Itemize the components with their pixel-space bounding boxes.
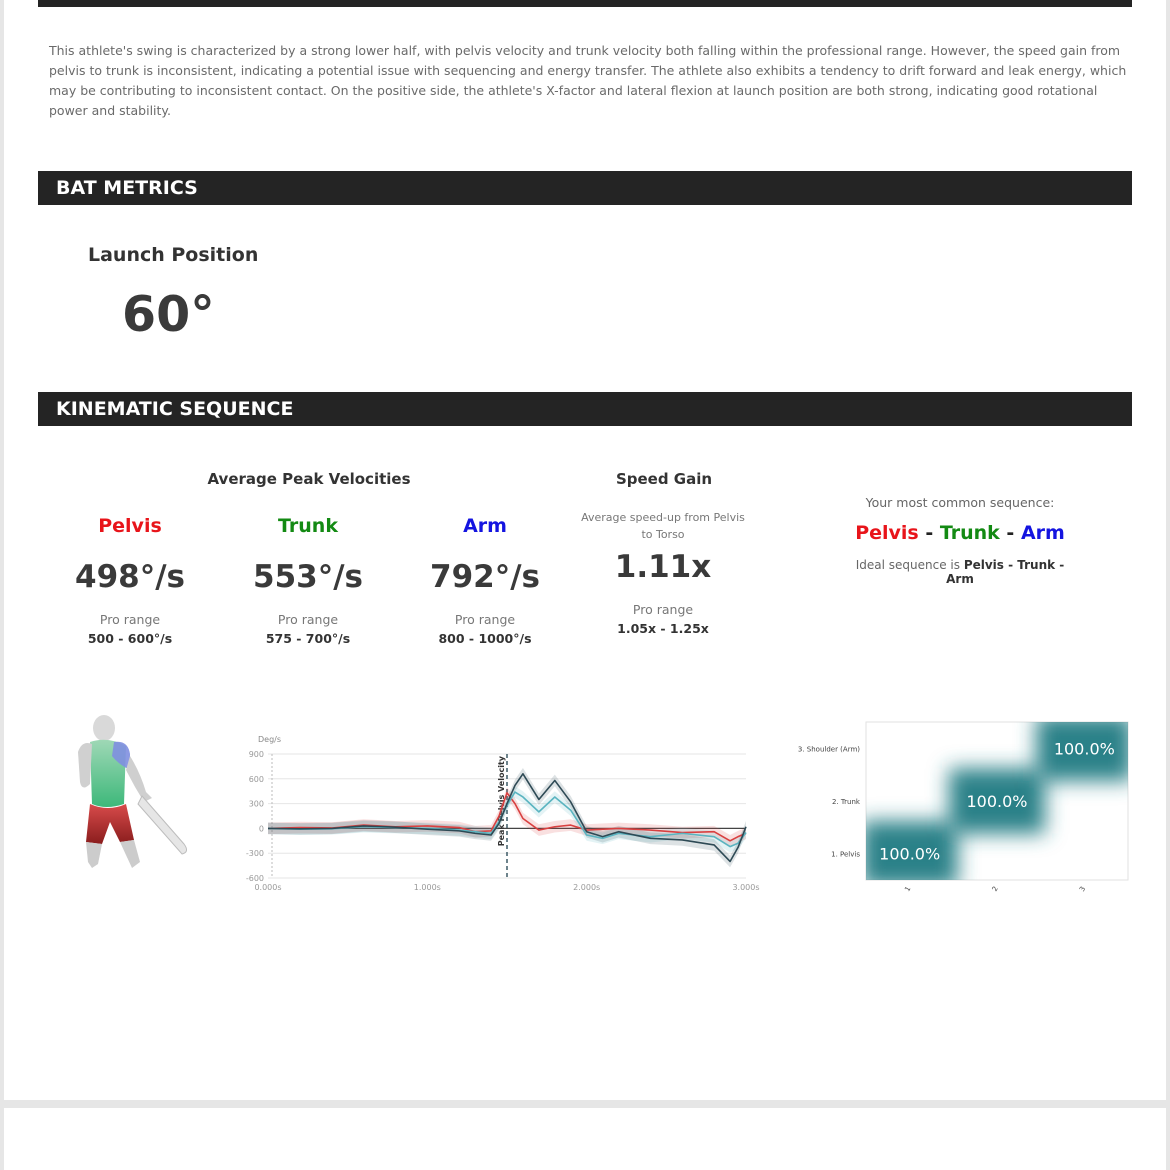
report-page [4, 0, 1166, 1100]
pelvis-label: Pelvis [98, 515, 162, 537]
kinematic-sequence-title: KINEMATIC SEQUENCE [56, 398, 294, 420]
bat-metrics-title: BAT METRICS [56, 177, 198, 199]
arm-velocity-value: 792°/s [430, 559, 540, 595]
sequence-item-pelvis: Pelvis [855, 522, 919, 544]
sequence-item-trunk: Trunk [939, 522, 1000, 544]
top-section-bar [38, 0, 1132, 7]
pelvis-column [50, 515, 210, 646]
speed-gain-column [578, 509, 748, 636]
speed-gain-description: Average speed-up from Pelvis to Torso [581, 511, 745, 541]
next-page [4, 1108, 1166, 1170]
sequence-item-arm: Arm [1020, 522, 1065, 544]
left-leg-shape [86, 842, 102, 868]
trunk-pro-label: Pro range [277, 612, 339, 627]
x-tick-label: 3.000s [732, 883, 760, 892]
y-tick-label: -600 [245, 874, 264, 883]
y-axis-label: Deg/s [258, 735, 282, 744]
head-shape [93, 715, 115, 741]
bat-shape [138, 796, 187, 854]
launch-position-label: Launch Position [88, 244, 259, 266]
ideal-sequence-text [840, 558, 1080, 586]
peak-marker-label: Peak Pelvis Velocity [497, 756, 506, 847]
athlete-figure [68, 712, 200, 872]
y-tick-label: 300 [248, 799, 264, 809]
speed-gain-title: Speed Gain [615, 470, 713, 488]
heatmap-x-label: 3 [1078, 885, 1088, 893]
trunk-label: Trunk [278, 515, 338, 537]
pelvis-pro-label: Pro range [99, 612, 161, 627]
ideal-sequence-prefix: Ideal sequence is [855, 558, 960, 572]
common-sequence-value [840, 522, 1080, 544]
sequence-separator: - [1006, 522, 1015, 544]
common-sequence-block [840, 495, 1080, 586]
ideal-sequence-value: Pelvis - Trunk - Arm [946, 558, 1065, 586]
trunk-velocity-value: 553°/s [253, 559, 363, 595]
speed-gain-value: 1.11x [614, 549, 712, 585]
bat-metrics-header [38, 171, 1132, 205]
y-tick-label: -300 [245, 849, 264, 859]
x-tick-label: 2.000s [573, 883, 601, 892]
arm-pro-label: Pro range [454, 612, 516, 627]
heatmap-y-label: 2. Trunk [832, 798, 860, 806]
speed-gain-pro-label: Pro range [632, 602, 694, 617]
x-tick-label: 0.000s [254, 883, 282, 892]
trunk-pro-range: 575 - 700°/s [265, 631, 351, 646]
heatmap-x-label: 1 [903, 885, 913, 893]
arm-label: Arm [463, 515, 507, 537]
speed-gain-pro-range: 1.05x - 1.25x [617, 621, 709, 636]
heatmap-cell-label: 100.0% [1053, 739, 1115, 759]
common-sequence-title: Your most common sequence: [865, 495, 1055, 510]
velocity-line-chart [228, 726, 768, 898]
heatmap-y-label: 3. Shoulder (Arm) [797, 745, 860, 754]
trunk-column [228, 515, 388, 646]
arm-pro-range: 800 - 1000°/s [438, 631, 532, 646]
right-arm-shape [126, 756, 152, 802]
right-leg-shape [120, 840, 140, 868]
avg-peak-velocities-title: Average Peak Velocities [207, 470, 411, 488]
launch-position-value: 60° [122, 286, 215, 343]
kinematic-sequence-header [38, 392, 1132, 426]
pelvis-velocity-value: 498°/s [75, 559, 185, 595]
sequence-separator: - [925, 522, 934, 544]
heatmap-cell-label: 100.0% [879, 844, 941, 864]
x-tick-label: 1.000s [413, 883, 441, 892]
swing-summary: This athlete's swing is characterized by a strong lower half, with pelvis velocity and trunk velocity both falling within the professional range. However, the speed gain from pelvis to trunk is inconsistent, indicating a potential issue with sequencing and energy transfer. The athlete also exhibits a tendency to drift forward and leak energy, which may be contributing to inconsistent contact. On the positive side, the athlete's X-factor and lateral flexion at launch position are both strong, indicating good rotational power and stability. [49, 43, 1127, 118]
y-tick-label: 0 [258, 824, 264, 834]
sequence-heatmap [790, 718, 1134, 898]
heatmap-cell-label: 100.0% [966, 792, 1028, 811]
left-arm-shape [78, 743, 92, 788]
heatmap-x-label: 2 [990, 885, 1000, 893]
arm-column [405, 515, 565, 646]
heatmap-y-label: 1. Pelvis [831, 850, 860, 859]
y-tick-label: 900 [248, 750, 264, 759]
y-tick-label: 600 [248, 774, 264, 784]
hips-shape [86, 804, 134, 844]
pelvis-pro-range: 500 - 600°/s [87, 631, 173, 646]
